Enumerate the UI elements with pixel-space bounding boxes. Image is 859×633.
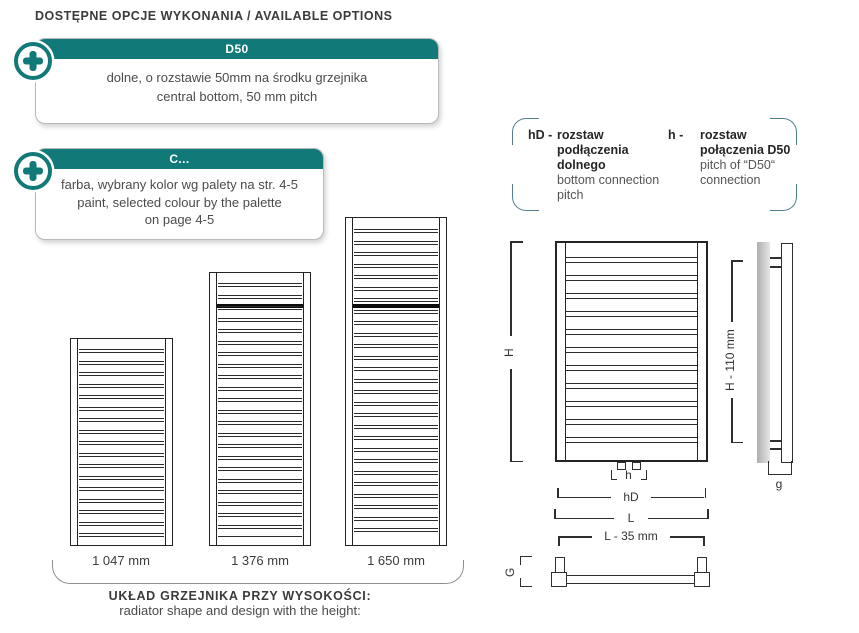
figure-caption-pl: UKŁAD GRZEJNIKA PRZY WYSOKOŚCI: [108,589,372,603]
legend-symbol-hd: hD - [528,128,553,142]
dim-g-bracket [768,461,792,475]
dimension-G-label: G [503,567,517,577]
dim-L35-line [559,536,592,538]
plus-icon [14,152,52,190]
legend-text-h [700,128,790,188]
radiator-rail [165,339,166,545]
option-line: central bottom, 50 mm pitch [156,89,318,104]
radiator-figure-small [70,338,173,546]
dim-H110-tick [731,260,743,262]
dim-H-line [510,241,512,336]
legend-line: podłączenia [557,143,629,157]
side-view-connector [770,448,781,450]
side-view-panel [757,242,770,463]
dim-G-bracket [520,578,532,587]
bottom-view-endcap [694,572,710,587]
bottom-view-collector [697,557,707,573]
dim-H110-line [731,398,733,443]
option-card-d50-text [36,59,438,106]
dimension-H110-label: H - 110 mm [723,329,737,391]
dim-H-tick [510,461,523,463]
figure-caption-en: radiator shape and design with the height: [119,603,361,618]
figure-caption [50,589,430,618]
grouping-bracket [52,560,464,584]
dim-L35-line [670,536,703,538]
radiator-figure-large [345,217,447,546]
side-view-connector [770,266,781,268]
dimension-L-label: L [627,511,635,525]
dimension-h-label: h [625,468,632,482]
option-line: farba, wybrany kolor wg palety na str. 4-5 [60,177,298,192]
radiator-height-label: 1 047 mm [92,553,150,568]
dim-L35-tick [558,536,560,546]
legend-text-hd [557,128,659,203]
page-title: DOSTĘPNE OPCJE WYKONANIA / AVAILABLE OPTIONS [35,9,393,23]
dim-L-line [648,518,707,520]
dim-hD-tick [705,488,707,498]
dim-G-bracket [520,556,532,565]
dim-L-tick [707,509,709,519]
dim-L-line [556,518,614,520]
side-view-collector [781,243,793,463]
radiator-height-label: 1 376 mm [231,553,289,568]
dim-H110-line [731,260,733,322]
radiator-height-label: 1 650 mm [367,553,425,568]
option-card-colour [35,148,324,240]
legend-line: connection [700,173,761,187]
legend-line: połączenia D50 [700,143,791,157]
legend-line: bottom connection [557,173,660,187]
option-line: dolne, o rozstawie 50mm na środku grzejnika [106,70,368,85]
side-view-connector [770,440,781,442]
bottom-view-tube [553,575,710,584]
side-view-connector [770,257,781,259]
legend-line: rozstaw [557,128,604,142]
dim-hD-line [559,497,611,499]
bracket-corner-icon [512,184,539,211]
bottom-view-endcap [551,572,567,587]
dimension-H-label: H [502,348,516,357]
legend-line: dolnego [557,158,606,172]
radiator-rail [303,273,304,545]
option-card-colour-text [36,169,323,229]
dimension-hD-label: hD [623,490,639,504]
option-card-colour-code: C... [36,149,323,169]
legend-line: pitch [557,188,584,202]
front-view-figure [555,241,708,462]
radiator-divider-line [353,304,439,308]
legend-box [512,118,797,211]
legend-line: pitch of “D50“ [700,158,776,172]
radiator-figure-medium [209,272,311,546]
option-line: paint, selected colour by the palette [77,194,282,210]
legend-symbol-h: h - [668,128,684,142]
dim-L35-tick [703,536,705,546]
dimension-L35-label: L - 35 mm [604,529,658,543]
option-card-d50-code: D50 [36,39,438,59]
dimension-g-label: g [775,477,783,491]
legend-line: rozstaw [700,128,747,142]
dim-H-line [510,369,512,462]
dim-H-tick [510,241,523,243]
plus-icon [14,42,52,80]
dim-hD-line [651,497,704,499]
option-line: on page 4-5 [144,212,215,227]
bottom-view-collector [555,557,565,573]
radiator-rail [439,218,440,545]
dim-H110-tick [731,442,743,444]
bracket-corner-icon [770,184,797,211]
option-card-d50 [35,38,439,124]
